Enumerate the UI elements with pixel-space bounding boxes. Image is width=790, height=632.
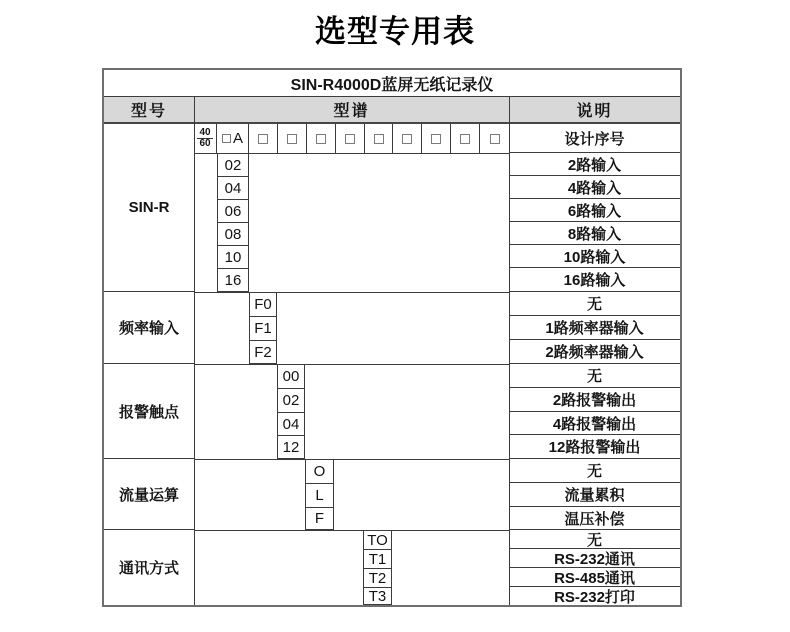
placeholder-checkbox-cell	[278, 124, 307, 153]
page-title: 选型专用表	[315, 14, 475, 50]
size-fraction	[197, 128, 212, 149]
description-cell: 无	[509, 459, 680, 483]
description-cell: 2路输入	[509, 153, 680, 176]
placeholder-checkbox-cell	[393, 124, 422, 153]
checkbox-icon	[345, 134, 355, 144]
col-header-description: 说明	[509, 97, 680, 124]
section-divider	[194, 364, 509, 365]
code-cell: O	[305, 459, 334, 484]
code-cell: 10	[217, 245, 249, 269]
series-prefix-cell	[217, 124, 249, 153]
model-label: 通讯方式	[118, 560, 179, 577]
description-cell: 8路输入	[509, 222, 680, 245]
model-label: 频率输入	[104, 292, 194, 364]
description-cell: 16路输入	[509, 268, 680, 292]
model-label: 流量运算	[104, 459, 194, 530]
section-divider	[194, 292, 509, 293]
description-cell: RS-232打印	[554, 588, 635, 605]
description-cell: 2路频率器输入	[509, 340, 680, 364]
model-column-divider	[194, 97, 195, 605]
placeholder-checkbox-cell	[365, 124, 393, 153]
code-cell: F2	[249, 340, 277, 364]
placeholder-checkbox-cell	[422, 124, 451, 153]
placeholder-checkbox-cell	[480, 124, 509, 153]
section-divider	[194, 459, 509, 460]
checkbox-icon	[431, 134, 441, 144]
description-cell: 无	[509, 530, 680, 549]
code-cell: 02	[217, 153, 249, 177]
description-cell: 无	[509, 292, 680, 316]
checkbox-icon	[258, 134, 268, 144]
description-cell: 4路输入	[509, 176, 680, 199]
description-cell: 10路输入	[509, 245, 680, 268]
prefix-checkbox-icon	[222, 134, 231, 143]
code-cell: 06	[217, 199, 249, 223]
section-divider	[194, 530, 509, 531]
placeholder-checkbox-cell	[307, 124, 336, 153]
code-cell: F1	[249, 316, 277, 341]
fraction-top: 40	[199, 127, 211, 138]
description-cell: RS-232通讯	[509, 549, 680, 568]
prefix-code-label: A	[232, 130, 243, 147]
code-cell: TO	[363, 530, 392, 550]
code-cell: 08	[217, 222, 249, 246]
checkbox-icon	[374, 134, 384, 144]
description-cell: 1路频率器输入	[509, 316, 680, 340]
code-cell: F	[305, 507, 334, 530]
checkbox-icon	[316, 134, 326, 144]
code-cell: T3	[363, 587, 392, 605]
code-cell: 12	[277, 435, 305, 459]
placeholder-checkbox-cell	[249, 124, 278, 153]
description-cell: 温压补偿	[509, 507, 680, 530]
description-cell: 流量累积	[509, 483, 680, 507]
description-cell: 无	[509, 364, 680, 388]
product-selection-table	[102, 68, 682, 607]
code-cell: T1	[363, 549, 392, 569]
placeholder-checkbox-cell	[336, 124, 365, 153]
code-cell: 04	[277, 412, 305, 436]
checkbox-icon	[287, 134, 297, 144]
description-cell: 6路输入	[509, 199, 680, 222]
description-cell: 2路报警输出	[509, 388, 680, 412]
size-fraction-cell	[194, 124, 217, 153]
description-cell: 4路报警输出	[509, 412, 680, 435]
model-label: 报警触点	[104, 364, 194, 459]
checkbox-icon	[402, 134, 412, 144]
code-cell: F0	[249, 292, 277, 317]
model-label: SIN-R	[104, 124, 194, 292]
description-cell: 设计序号	[509, 124, 680, 153]
code-cell: L	[305, 483, 334, 508]
code-cell: T2	[363, 568, 392, 588]
code-cell: 02	[277, 388, 305, 413]
description-cell: RS-485通讯	[509, 568, 680, 587]
code-cell: 16	[217, 268, 249, 292]
col-header-spectrum: 型谱	[194, 97, 509, 124]
col-header-model: 型号	[104, 97, 194, 124]
code-cell: 04	[217, 176, 249, 200]
checkbox-icon	[490, 134, 500, 144]
checkbox-icon	[460, 134, 470, 144]
fraction-bottom: 60	[199, 138, 211, 149]
table-title: SIN-R4000D蓝屏无纸记录仪	[104, 70, 680, 97]
code-cell: 00	[277, 364, 305, 389]
description-cell: 12路报警输出	[509, 435, 680, 459]
placeholder-checkbox-cell	[451, 124, 480, 153]
